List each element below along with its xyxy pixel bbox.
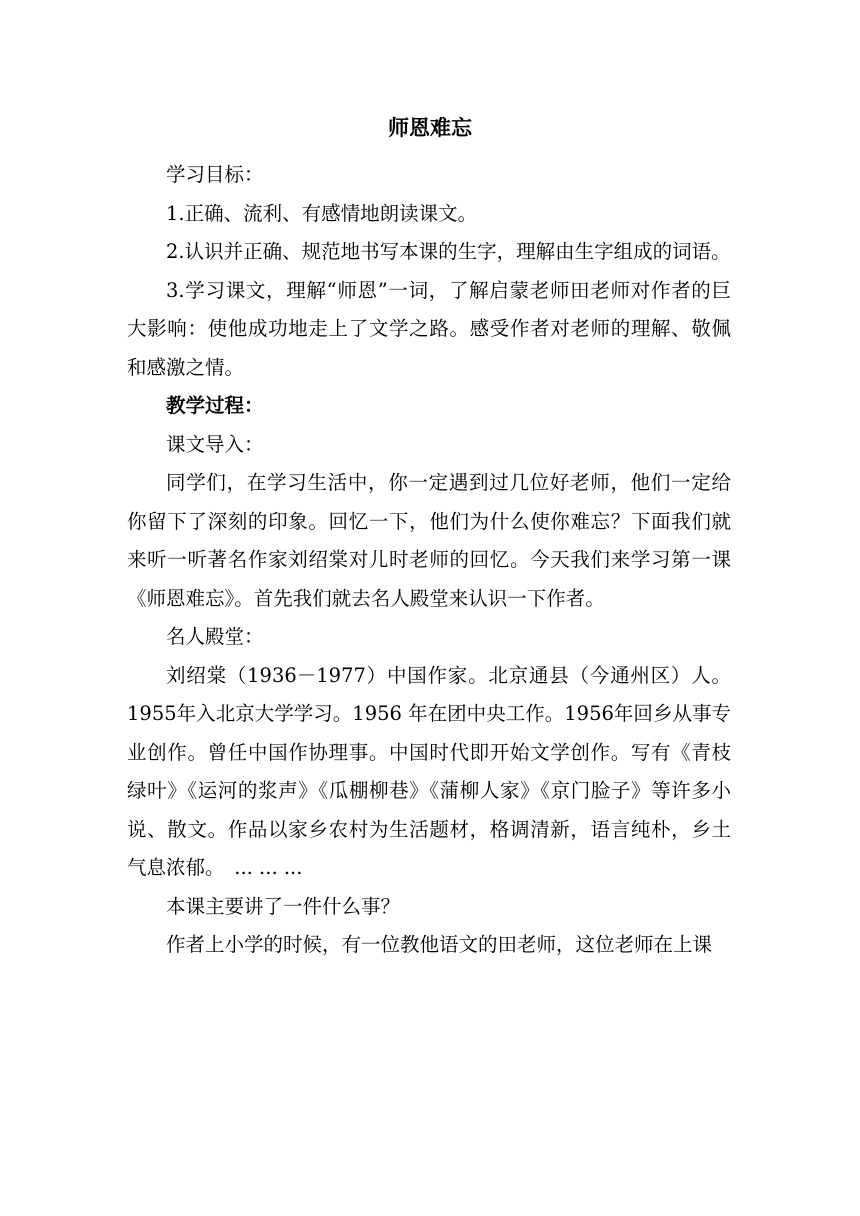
paragraph-author-heading: 名人殿堂： [166, 625, 264, 648]
paragraph-objective-2: 2.认识并正确、规范地书写本课的生字，理解由生字组成的词语。 [166, 240, 731, 263]
paragraph-objective-3: 3.学习课文，理解“师恩”一词，了解启蒙老师田老师对作者的巨大影响：使他成功地走上了文学之路。感受作者对老师的理解、敬佩和感激之情。 [127, 278, 731, 379]
paragraph-intro-heading: 课文导入： [166, 432, 264, 456]
paragraph-author-bio: 刘绍棠（1936－1977）中国作家。北京通县（今通州区）人。1955年入北京大学学习。1956 年在团中央工作。1956年回乡从事专业创作。曾任中国作协理事。中国时代即开始文学创作。写有《青枝绿叶》《运河的浆声》《瓜棚柳巷》《蒲柳人家》《京门脸子》等许多小说、散文。作品以家乡农村为生活题材，格调清新，语言纯朴，乡土气息浓郁。 ... ... ... [127, 663, 731, 879]
paragraph-answer: 作者上小学的时候，有一位教他语文的田老师，这位老师在上课 [166, 933, 713, 956]
document-body [127, 156, 731, 965]
paragraph-intro-text: 同学们，在学习生活中，你一定遇到过几位好老师，他们一定给你留下了深刻的印象。回忆一下，他们为什么使你难忘？下面我们就来听一听著名作家刘绍棠对儿时老师的回忆。今天我们来学习第一课《师恩难忘》。首先我们就去名人殿堂来认识一下作者。 [127, 471, 731, 610]
paragraph-question: 本课主要讲了一件什么事？ [166, 894, 401, 918]
paragraph-objectives-heading: 学习目标： [166, 163, 264, 186]
document-title: 师恩难忘 [388, 115, 472, 140]
paragraph-process-heading: 教学过程： [166, 394, 264, 417]
paragraph-objective-1: 1.正确、流利、有感情地朗读课文。 [166, 201, 478, 225]
